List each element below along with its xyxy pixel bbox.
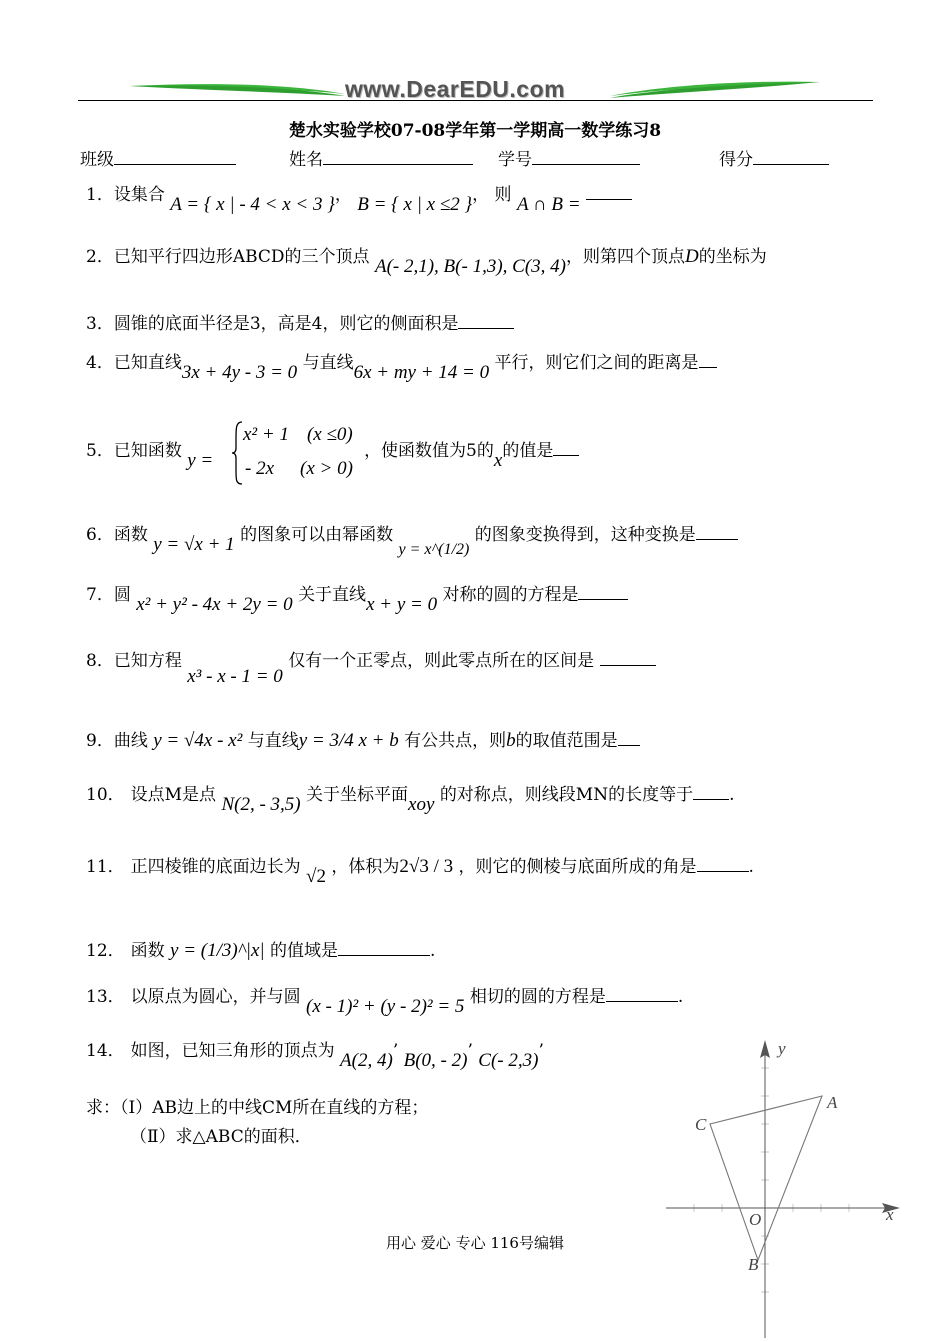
question-text: 对称的圆的方程是	[442, 585, 579, 605]
variable-d: D	[684, 246, 699, 267]
site-logo-text[interactable]: www.DearEDU.com	[345, 76, 566, 102]
function-expression: y = √x + 1	[153, 534, 235, 555]
question-14-part-2	[130, 1122, 312, 1147]
question-4	[86, 348, 717, 383]
score-label: 得分	[719, 150, 753, 170]
question-text: 的图象变换得到，这种变换是	[474, 525, 696, 545]
question-text: 的图象可以由幂函数	[240, 525, 394, 545]
power-function-expression: y = x^(1/2)	[398, 541, 470, 558]
question-text: 关于坐标平面	[306, 785, 409, 805]
question-9	[86, 726, 640, 752]
intersection-expression: A ∩ B =	[516, 194, 581, 215]
answer-blank[interactable]	[578, 585, 628, 600]
line-1-equation: 3x + 4y - 3 = 0	[181, 362, 298, 383]
curve-equation: y = √4x - x²	[153, 730, 243, 751]
id-label: 学号	[498, 150, 532, 170]
question-number: 9．	[86, 731, 114, 751]
question-number: 6．	[86, 525, 114, 545]
page-footer: 用心 爱心 专心 116号编辑	[386, 1234, 564, 1252]
answer-blank[interactable]	[699, 353, 717, 368]
vertex-a: A(2, 4)	[340, 1050, 393, 1071]
separator: ’	[392, 1041, 399, 1061]
separator: ’	[467, 1041, 473, 1061]
question-text: 以原点为圆心，并与圆	[130, 987, 301, 1007]
question-text: 仅有一个正零点，则此零点所在的区间是	[288, 651, 595, 671]
question-number: 1．	[86, 185, 114, 205]
page-title: 楚水实验学校07-08学年第一学期高一数学练习8	[288, 121, 662, 141]
question-text: 的取值范围是	[515, 731, 618, 751]
line-equation: x + y = 0	[366, 594, 438, 615]
question-text: 正四棱锥的底面边长为	[130, 857, 301, 877]
question-11	[86, 852, 754, 887]
circle-equation: (x - 1)² + (y - 2)² = 5	[306, 996, 465, 1017]
answer-blank[interactable]	[338, 941, 430, 956]
comma: ，	[472, 185, 490, 205]
x-axis-label: x	[886, 1205, 894, 1224]
answer-blank[interactable]	[696, 525, 738, 540]
answer-blank[interactable]	[600, 651, 656, 666]
question-number: 11．	[86, 857, 125, 877]
question-14	[86, 1036, 544, 1071]
name-blank[interactable]	[323, 148, 473, 165]
question-text: 设点M是点	[130, 785, 217, 805]
question-number: 4．	[86, 353, 114, 373]
plane-xoy: xoy	[408, 794, 435, 815]
vertex-b: B(0, - 2)	[403, 1050, 468, 1071]
question-number: 13．	[86, 987, 125, 1007]
axis-ticks	[694, 1068, 849, 1292]
question-text: ，则它的侧棱与底面所成的角是	[458, 857, 697, 877]
question-12	[86, 936, 435, 962]
point-b-label: B	[748, 1255, 759, 1274]
piecewise-row-2	[245, 458, 353, 480]
question-text: 平行，则它们之间的距离是	[494, 353, 699, 373]
question-13	[86, 982, 684, 1017]
period: .	[677, 987, 684, 1007]
period: .	[729, 785, 735, 805]
piecewise-row-1	[243, 424, 353, 446]
question-text: 如图，已知三角形的顶点为	[130, 1041, 335, 1061]
question-number: 3．	[86, 314, 114, 334]
answer-blank[interactable]	[553, 441, 579, 456]
origin-label: O	[749, 1210, 762, 1229]
question-text: ，则第四个顶点	[565, 247, 685, 267]
question-text: 与直线	[247, 731, 299, 751]
question-2	[86, 242, 767, 277]
question-text: 则	[494, 185, 512, 205]
score-blank[interactable]	[753, 148, 829, 165]
question-text: 相切的圆的方程是	[469, 987, 606, 1007]
question-text: 设集合	[113, 185, 165, 205]
question-text: 曲线	[113, 731, 148, 751]
question-text: 函数	[130, 941, 165, 961]
question-6	[86, 520, 738, 558]
part-1-text: （Ⅰ）AB边上的中线CM所在直线的方程；	[120, 1098, 429, 1118]
score-field	[719, 145, 829, 170]
question-number: 12．	[86, 941, 125, 961]
piecewise-cond-1: (x ≤0)	[306, 424, 353, 445]
question-text: 的值域是	[270, 941, 339, 961]
circle-equation: x² + y² - 4x + 2y = 0	[136, 594, 293, 615]
piecewise-expr-2: - 2x	[245, 458, 275, 479]
ask-label: 求：	[86, 1098, 120, 1118]
question-text: 已知方程	[113, 651, 182, 671]
edge-length: √2	[306, 866, 326, 887]
answer-blank[interactable]	[458, 314, 514, 329]
point-a-label: A	[827, 1093, 838, 1112]
function-expression: y = (1/3)^|x|	[170, 940, 265, 961]
question-text: 圆	[113, 585, 131, 605]
variable-x: x	[493, 450, 503, 471]
question-number: 14．	[86, 1041, 125, 1061]
question-text: ，体积为	[331, 857, 400, 877]
class-blank[interactable]	[114, 148, 236, 165]
piecewise-expr-1: x² + 1	[243, 424, 289, 445]
function-lhs: y =	[187, 450, 214, 471]
name-label: 姓名	[289, 150, 323, 170]
part-2-text: （Ⅱ）求△ABC的面积．	[130, 1127, 312, 1147]
y-axis-label: y	[778, 1039, 786, 1058]
header-rule	[78, 100, 873, 101]
question-number: 7．	[86, 585, 114, 605]
question-text: 的值是	[502, 441, 554, 461]
period: .	[430, 941, 436, 961]
set-a-expression: A = { x | - 4 < x < 3 }	[170, 194, 335, 215]
question-7	[86, 580, 628, 615]
question-1	[86, 180, 632, 215]
question-text: 函数	[113, 525, 148, 545]
answer-blank[interactable]	[618, 731, 640, 746]
id-blank[interactable]	[532, 148, 640, 165]
question-text: 已知平行四边形ABCD的三个顶点	[113, 247, 370, 267]
question-number: 8．	[86, 651, 114, 671]
point-c-label: C	[695, 1115, 707, 1134]
answer-blank[interactable]	[693, 785, 729, 800]
period: .	[748, 857, 754, 877]
line-equation: y = 3/4 x + b	[298, 730, 399, 751]
question-text: 与直线	[302, 353, 354, 373]
set-b-expression: B = { x | x ≤2 }	[357, 194, 473, 215]
question-text: 已知函数	[113, 441, 182, 461]
triangle-figure	[660, 1038, 910, 1338]
question-number: 5．	[86, 441, 114, 461]
question-text: 的对称点，则线段MN的长度等于	[439, 785, 694, 805]
question-8	[86, 646, 656, 687]
volume-value: 2√3 / 3	[399, 856, 454, 877]
vertices-expression: A(- 2,1), B(- 1,3), C(3, 4)	[374, 256, 566, 277]
separator: ’	[538, 1041, 544, 1061]
question-text: 关于直线	[298, 585, 367, 605]
question-text: 的坐标为	[698, 247, 767, 267]
question-14-part-1	[86, 1093, 428, 1118]
line-2-equation: 6x + my + 14 = 0	[353, 362, 490, 383]
question-text: ，使函数值为5的	[364, 441, 494, 461]
question-3	[86, 309, 514, 334]
class-label: 班级	[80, 150, 114, 170]
question-text: 有公共点，则	[404, 731, 507, 751]
answer-blank[interactable]	[697, 857, 749, 872]
variable-b: b	[506, 730, 516, 751]
piecewise-cond-2: (x > 0)	[300, 458, 353, 479]
name-field	[289, 145, 473, 170]
question-text: 圆锥的底面半径是3，高是4，则它的侧面积是	[113, 314, 459, 334]
comma: ，	[334, 185, 352, 205]
question-number: 2．	[86, 247, 114, 267]
class-field	[80, 145, 236, 170]
question-10	[86, 780, 735, 815]
id-field	[498, 145, 640, 170]
vertex-c: C(- 2,3)	[478, 1050, 539, 1071]
question-number: 10．	[86, 785, 125, 805]
question-text: 已知直线	[113, 353, 182, 373]
answer-blank[interactable]	[586, 189, 632, 200]
cubic-equation: x³ - x - 1 = 0	[187, 666, 283, 687]
point-n: N(2, - 3,5)	[221, 794, 301, 815]
answer-blank[interactable]	[606, 987, 678, 1002]
